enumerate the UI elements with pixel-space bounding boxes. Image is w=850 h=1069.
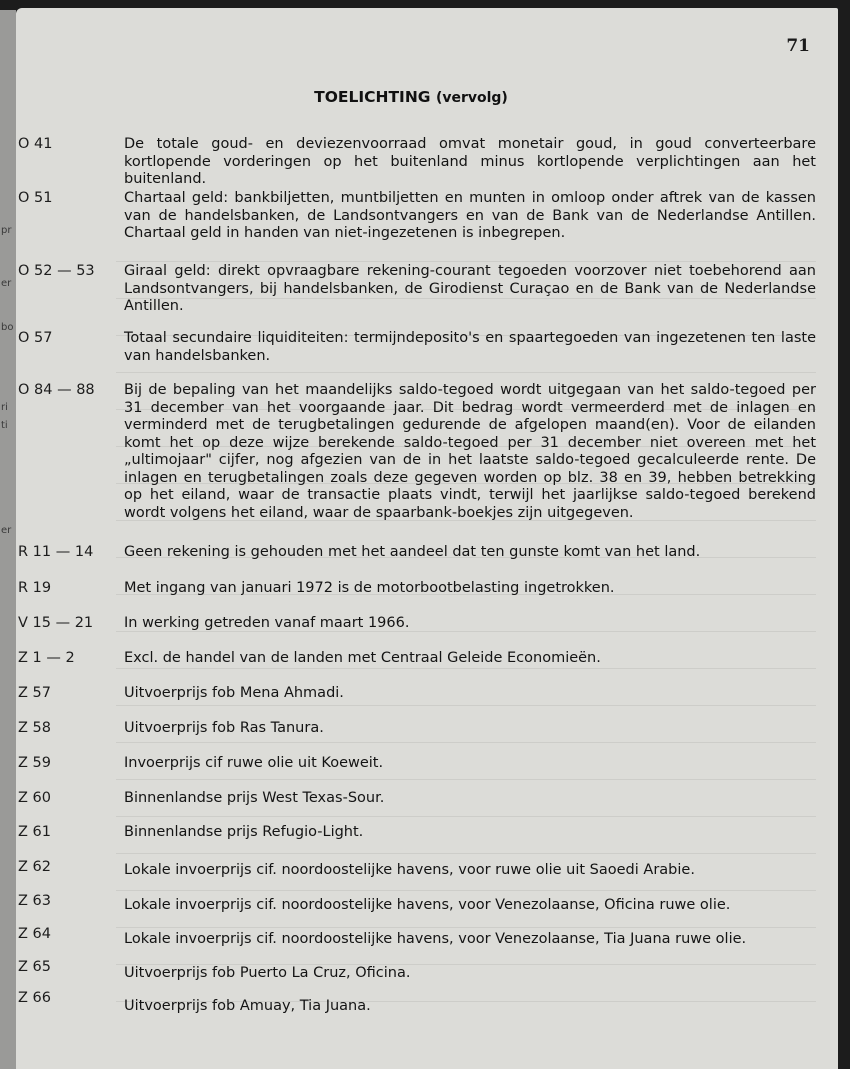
entry-text: Binnenlandse prijs Refugio-Light. — [124, 824, 364, 840]
entry-text: Uitvoerprijs fob Amuay, Tia Juana. — [124, 998, 371, 1014]
entry-text: Lokale invoerprijs cif. noordoostelijke havens, voor Venezolaanse, Oficina ruwe olie. — [124, 897, 731, 913]
margin-fragment: pr — [1, 225, 12, 236]
entry-code: Z 1 — 2 — [18, 650, 75, 666]
entry-text: Giraal geld: direkt opvraagbare rekening-courant tegoeden voorzover niet toebehorend aan Landsontvangers, bij handelsbanken, de Girodienst Curaçao en de Bank van de Nederlandse Antillen. — [124, 263, 816, 314]
page-number: 71 — [786, 36, 810, 56]
entry-text: Uitvoerprijs fob Mena Ahmadi. — [124, 685, 344, 701]
entry-code: O 57 — [18, 330, 53, 346]
entry-code: O 52 — 53 — [18, 263, 95, 279]
entry-code: Z 64 — [18, 926, 51, 942]
entry-code: Z 58 — [18, 720, 51, 736]
entry-text: Uitvoerprijs fob Puerto La Cruz, Oficina. — [124, 965, 411, 981]
margin-fragment: ti — [1, 420, 8, 431]
entry-text: Met ingang van januari 1972 is de motorbootbelasting ingetrokken. — [124, 580, 615, 596]
entry-text: Lokale invoerprijs cif. noordoostelijke havens, voor Venezolaanse, Tia Juana ruwe olie. — [124, 931, 747, 947]
entry-text: Chartaal geld: bankbiljetten, muntbiljetten en munten in omloop onder aftrek van de kassen van de handelsbanken, de Landsontvangers en van de Bank van de Nederlandse Antillen. Chartaal geld in handen van niet-ingezetenen is inbegrepen. — [124, 190, 816, 241]
entry-text: Uitvoerprijs fob Ras Tanura. — [124, 720, 324, 736]
margin-fragment: er — [1, 278, 12, 289]
margin-fragment: ri — [1, 402, 8, 413]
entry-text: Bij de bepaling van het maandelijks saldo-tegoed wordt uitgegaan van het saldo-tegoed per 31 december van het voorgaande jaar. Dit bedrag wordt vermeerderd met de inlagen en verminderd met de terugbetalingen gedurende de afgelopen maand(en). Voor de eilanden komt het op deze wijze berekende saldo-tegoed per 31 december niet overeen met het „ultimojaar" cijfer, nog afgezien van de in het laatste saldo-tegoed gecalculeerde rente. De inlagen en terugbetalingen zoals deze gegeven worden op blz. 38 en 39, hebben betrekking op het eiland, waar de transactie plaats vindt, terwijl het jaarlijkse saldo-tegoed berekend wordt volgens het eiland, waar de spaarbank-boekjes zijn uitgegeven. — [124, 382, 816, 521]
margin-fragment: bo — [1, 322, 14, 333]
document-page — [16, 8, 838, 1069]
entry-text: In werking getreden vanaf maart 1966. — [124, 615, 410, 631]
entry-code: Z 57 — [18, 685, 51, 701]
entry-code: R 19 — [18, 580, 52, 596]
title-main: TOELICHTING — [314, 88, 431, 106]
entry-code: O 41 — [18, 136, 53, 152]
entry-text: Excl. de handel van de landen met Centraal Geleide Economieën. — [124, 650, 601, 666]
entry-text: Binnenlandse prijs West Texas-Sour. — [124, 790, 385, 806]
page-title — [16, 88, 806, 106]
entry-code: Z 59 — [18, 755, 51, 771]
entry-text: Lokale invoerprijs cif. noordoostelijke havens, voor ruwe olie uit Saoedi Arabie. — [124, 862, 695, 878]
entry-code: Z 65 — [18, 959, 51, 975]
entry-code: R 11 — 14 — [18, 544, 94, 560]
entry-code: Z 60 — [18, 790, 51, 806]
entry-text: Totaal secundaire liquiditeiten: termijndeposito's en spaartegoeden van ingezetenen ten laste van handelsbanken. — [124, 330, 816, 364]
entry-code: O 51 — [18, 190, 53, 206]
previous-page-edge — [0, 10, 16, 1069]
entry-code: Z 66 — [18, 990, 51, 1006]
entry-code: Z 61 — [18, 824, 51, 840]
entry-code: O 84 — 88 — [18, 382, 95, 398]
entry-code: V 15 — 21 — [18, 615, 94, 631]
margin-fragment: er — [1, 525, 12, 536]
entry-code: Z 63 — [18, 893, 51, 909]
entry-text: Invoerprijs cif ruwe olie uit Koeweit. — [124, 755, 384, 771]
entry-text: De totale goud- en deviezenvoorraad omvat monetair goud, in goud converteerbare kortlopende vorderingen op het buitenland minus kortlopende verplichtingen aan het buitenland. — [124, 136, 816, 187]
entry-text: Geen rekening is gehouden met het aandeel dat ten gunste komt van het land. — [124, 544, 701, 560]
entry-code: Z 62 — [18, 859, 51, 875]
title-suffix: (vervolg) — [435, 90, 508, 106]
